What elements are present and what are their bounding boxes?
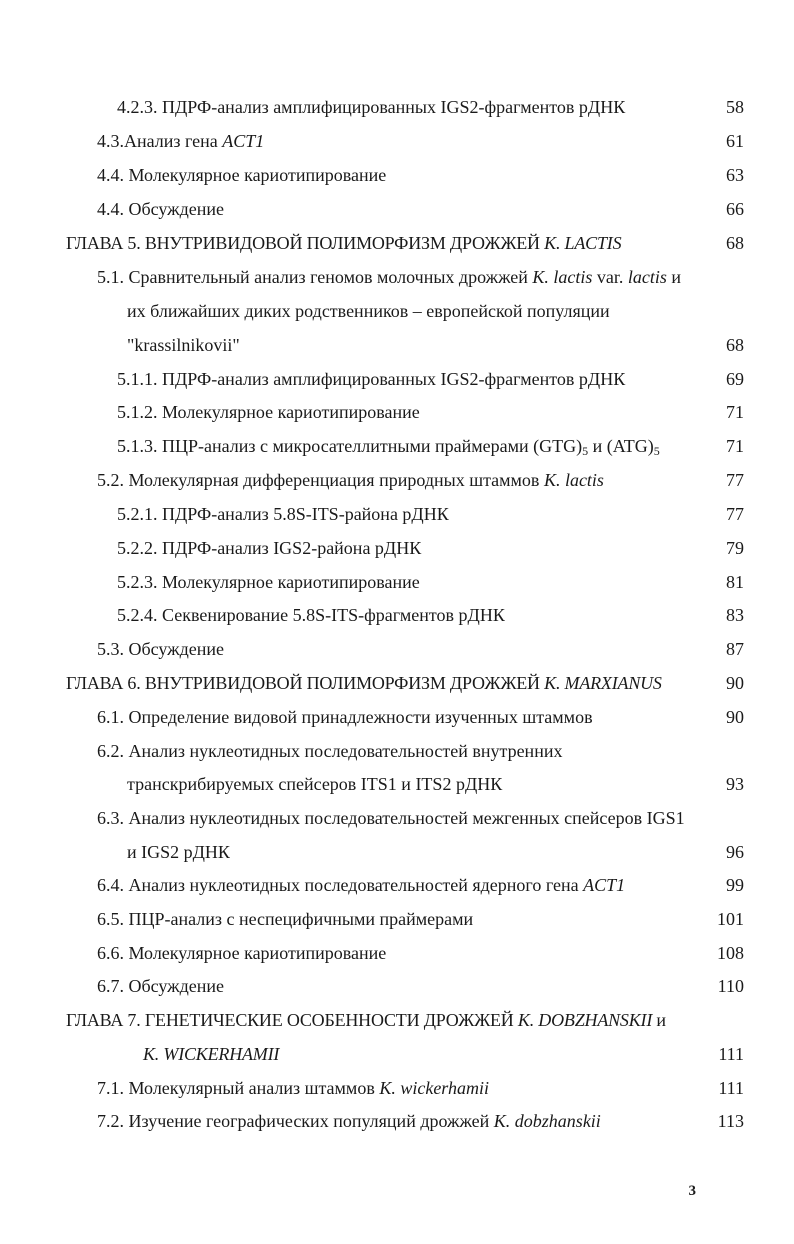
toc-entry-title: 6.2. Анализ нуклеотидных последовательностей внутренних <box>97 741 563 761</box>
toc-entry[interactable] <box>0 431 794 461</box>
toc-entry-page: 99 <box>726 875 744 895</box>
toc-entry[interactable] <box>0 262 794 292</box>
toc-entry-title: 7.1. Молекулярный анализ штаммов K. wickerhamii <box>97 1078 489 1098</box>
toc-entry-title: 6.1. Определение видовой принадлежности изученных штаммов <box>97 707 593 727</box>
toc-entry-page: 93 <box>726 774 744 794</box>
toc-entry-title: и IGS2 рДНК <box>127 842 230 862</box>
toc-entry-title: 5.2.1. ПДРФ-анализ 5.8S-ITS-района рДНК <box>117 504 449 524</box>
toc-entry-continuation[interactable] <box>0 837 794 867</box>
toc-chapter-continuation[interactable] <box>0 1039 794 1069</box>
toc-entry-title: 6.5. ПЦР-анализ с неспецифичными праймерами <box>97 909 474 929</box>
toc-entry-page: 63 <box>726 165 744 185</box>
toc-entry[interactable] <box>0 634 794 664</box>
toc-chapter-title: ГЛАВА 7. ГЕНЕТИЧЕСКИЕ ОСОБЕННОСТИ ДРОЖЖЕЙ K. DOBZHANSKII и <box>66 1010 666 1030</box>
toc-entry[interactable] <box>0 567 794 597</box>
toc-entry-title: 5.2.3. Молекулярное кариотипирование <box>117 572 420 592</box>
toc-entry-page: 81 <box>726 572 744 592</box>
toc-entry-title: 5.1. Сравнительный анализ геномов молочных дрожжей K. lactis var. lactis и <box>97 267 682 287</box>
toc-entry[interactable] <box>0 533 794 563</box>
toc-entry[interactable] <box>0 971 794 1001</box>
toc-entry[interactable] <box>0 92 794 122</box>
toc-entry-page: 71 <box>726 402 744 422</box>
toc-entry[interactable] <box>0 870 794 900</box>
toc-entry-page: 77 <box>726 470 744 490</box>
toc-entry-title: 5.2.2. ПДРФ-анализ IGS2-района рДНК <box>117 538 422 558</box>
toc-entry-page: 90 <box>726 707 744 727</box>
toc-entry-page: 101 <box>717 909 744 929</box>
toc-chapter-title: ГЛАВА 5. ВНУТРИВИДОВОЙ ПОЛИМОРФИЗМ ДРОЖЖЕЙ K. LACTIS <box>66 233 622 253</box>
toc-entry-title: 4.4. Молекулярное кариотипирование <box>97 165 387 185</box>
toc-entry-title: 6.3. Анализ нуклеотидных последовательностей межгенных спейсеров IGS1 <box>97 808 685 828</box>
toc-entry-title: "krassilnikovii" <box>127 335 240 355</box>
toc-entry[interactable] <box>0 160 794 190</box>
toc-entry[interactable] <box>0 397 794 427</box>
toc-entry-title: 4.4. Обсуждение <box>97 199 225 219</box>
toc-entry[interactable] <box>0 465 794 495</box>
toc-chapter[interactable] <box>0 668 794 698</box>
toc-entry-title: их ближайших диких родственников – европейской популяции <box>127 301 610 321</box>
toc-entry-title: 6.4. Анализ нуклеотидных последовательностей ядерного гена ACT1 <box>97 875 626 895</box>
toc-chapter[interactable] <box>0 228 794 258</box>
toc-entry-page: 66 <box>726 199 744 219</box>
toc-chapter[interactable] <box>0 1005 794 1035</box>
toc-entry[interactable] <box>0 600 794 630</box>
toc-entry-page: 68 <box>726 233 744 253</box>
toc-entry-title: 4.2.3. ПДРФ-анализ амплифицированных IGS2-фрагментов рДНК <box>117 97 626 117</box>
toc-entry-page: 111 <box>718 1078 744 1098</box>
toc-entry-continuation[interactable] <box>0 769 794 799</box>
toc-entry[interactable] <box>0 702 794 732</box>
toc-entry[interactable] <box>0 194 794 224</box>
toc-entry-page: 111 <box>718 1044 744 1064</box>
toc-chapter-title: ГЛАВА 6. ВНУТРИВИДОВОЙ ПОЛИМОРФИЗМ ДРОЖЖЕЙ K. MARXIANUS <box>66 673 662 693</box>
toc-entry-page: 77 <box>726 504 744 524</box>
toc-entry-title: 5.3. Обсуждение <box>97 639 225 659</box>
toc-entry-title: 6.7. Обсуждение <box>97 976 225 996</box>
toc-entry-title: 5.1.2. Молекулярное кариотипирование <box>117 402 420 422</box>
toc-entry[interactable] <box>0 904 794 934</box>
toc-entry-continuation <box>0 296 794 326</box>
toc-entry-title: 7.2. Изучение географических популяций дрожжей K. dobzhanskii <box>97 1111 601 1131</box>
toc-entry-page: 96 <box>726 842 744 862</box>
toc-entry-page: 90 <box>726 673 744 693</box>
toc-entry-page: 87 <box>726 639 744 659</box>
toc-entry-page: 83 <box>726 605 744 625</box>
toc-entry[interactable] <box>0 803 794 833</box>
toc-entry-page: 61 <box>726 131 744 151</box>
toc-entry-page: 79 <box>726 538 744 558</box>
toc-entry[interactable] <box>0 364 794 394</box>
page-number: 3 <box>688 1183 696 1199</box>
toc-entry[interactable] <box>0 1106 794 1136</box>
toc-entry-title: 5.1.3. ПЦР-анализ с микросателлитными праймерами $(GTG)_5$ и $(ATG)_5$ <box>117 436 660 458</box>
toc-entry[interactable] <box>0 1073 794 1103</box>
toc-entry-title: 6.6. Молекулярное кариотипирование <box>97 943 387 963</box>
toc-entry-title: транскрибируемых спейсеров ITS1 и ITS2 рДНК <box>127 774 503 794</box>
toc-entry-page: 69 <box>726 369 744 389</box>
toc-entry-title: 5.1.1. ПДРФ-анализ амплифицированных IGS2-фрагментов рДНК <box>117 369 626 389</box>
toc-entry[interactable] <box>0 126 794 156</box>
toc-entry-page: 68 <box>726 335 744 355</box>
toc-entry[interactable] <box>0 499 794 529</box>
toc-entry[interactable] <box>0 938 794 968</box>
toc-entry-page: 110 <box>717 976 744 996</box>
toc-entry-title: 5.2. Молекулярная дифференциация природных штаммов K. lactis <box>97 470 604 490</box>
toc-chapter-title: K. WICKERHAMII <box>143 1044 280 1064</box>
toc-entry-continuation[interactable] <box>0 330 794 360</box>
toc-entry-page: 108 <box>717 943 744 963</box>
toc-entry-title: 5.2.4. Секвенирование 5.8S-ITS-фрагментов рДНК <box>117 605 505 625</box>
toc-entry-page: 58 <box>726 97 744 117</box>
toc-entry-page: 113 <box>717 1111 744 1131</box>
toc-entry[interactable] <box>0 736 794 766</box>
toc-entry-title: 4.3.Анализ гена ACT1 <box>97 131 265 151</box>
toc-entry-page: 71 <box>726 436 744 456</box>
